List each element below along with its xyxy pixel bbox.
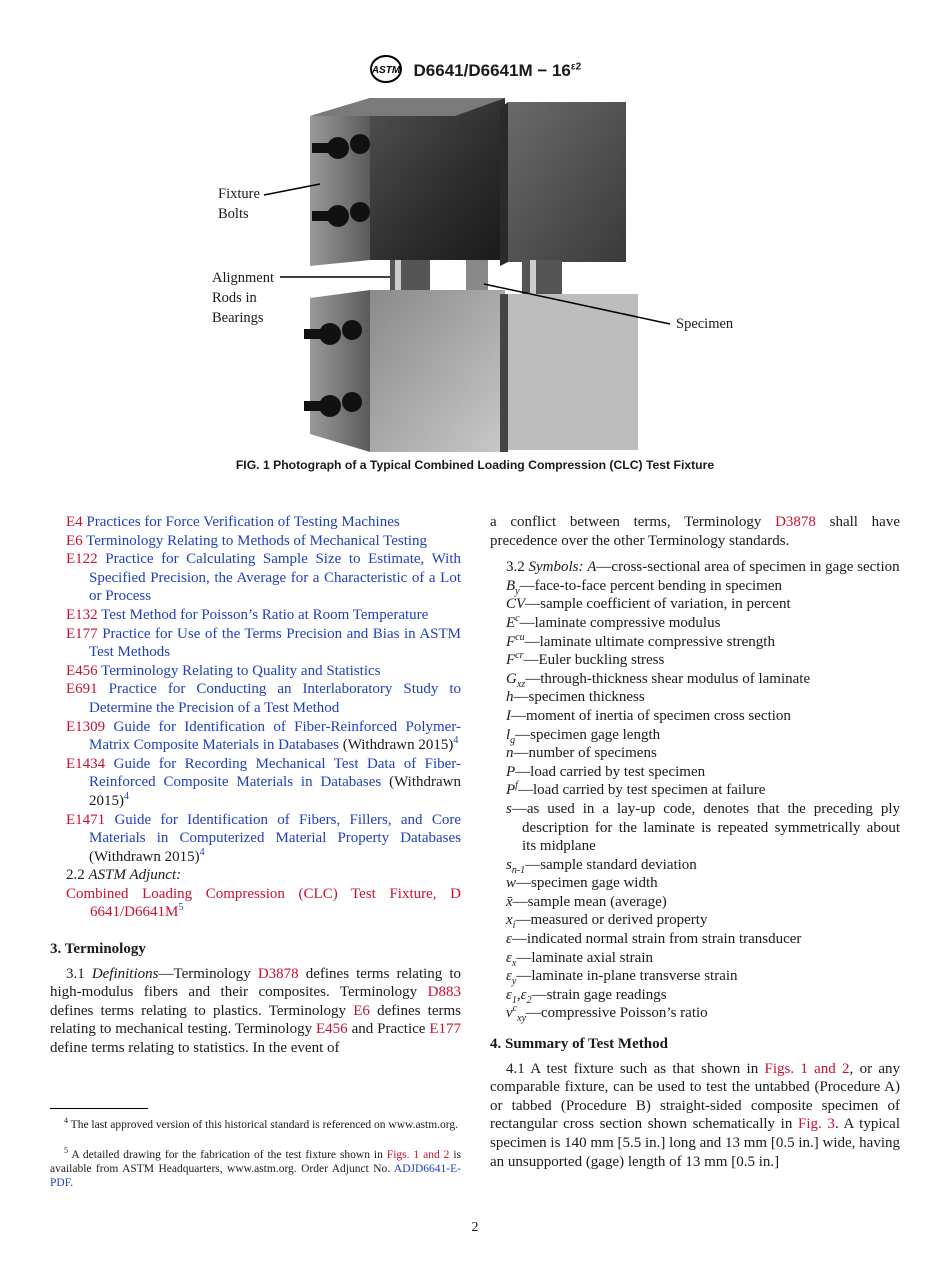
- symbol-definition: —specimen gage width: [516, 875, 658, 892]
- label-line: Bolts: [218, 206, 249, 222]
- symbol-definition: —specimen gage length: [515, 726, 661, 743]
- symbol-item: [506, 911, 900, 930]
- symbol-item: [506, 856, 900, 875]
- reference-title[interactable]: Practice for Use of the Terms Precision and Bias in ASTM Test Methods: [89, 625, 462, 661]
- edition-superscript: ε2: [570, 61, 582, 73]
- symbol-definition: —number of specimens: [513, 745, 657, 762]
- symbol-subscript: g: [510, 734, 516, 746]
- reference-code[interactable]: E1471: [66, 811, 106, 828]
- symbol: ε: [520, 986, 527, 1003]
- symbol: s: [506, 856, 512, 873]
- footnote-text: .: [70, 1177, 74, 1190]
- symbol-item: [506, 633, 900, 652]
- section-heading-terminology: 3. Terminology: [50, 941, 146, 958]
- symbol: P: [506, 782, 516, 799]
- symbol-definition: —specimen thickness: [513, 689, 645, 706]
- symbol: l: [506, 726, 511, 743]
- text: —Terminology: [158, 965, 258, 982]
- figure-1: [200, 88, 760, 456]
- text: defines terms relating to plastics. Terminology: [50, 1002, 354, 1019]
- symbol-item: [506, 726, 900, 745]
- definitions-label: Definitions: [91, 965, 159, 982]
- text: a conflict between terms, Terminology: [490, 514, 776, 530]
- symbol-item: [506, 930, 900, 949]
- footnote-ref: 4: [453, 735, 459, 747]
- reference-title[interactable]: Practice for Calculating Sample Size to Estimate, With Specified Precision, the Average for a Characteristic of a Lot or Process: [89, 551, 461, 605]
- left-column: [50, 513, 462, 1058]
- symbol-definition: —as used in a lay-up code, denotes that the preceding ply description for the laminate is repeated symmetrically about its midplane: [511, 800, 900, 855]
- reference-item[interactable]: [66, 513, 461, 532]
- reference-item[interactable]: [66, 625, 461, 662]
- reference-code[interactable]: E122: [66, 551, 98, 568]
- link-e456[interactable]: E456: [316, 1021, 348, 1038]
- reference-title[interactable]: Guide for Identification of Fibers, Fillers, and Core Materials in Computerized Material Property Databases: [89, 811, 461, 847]
- symbol: P: [506, 763, 516, 780]
- reference-item[interactable]: [66, 532, 461, 551]
- reference-item[interactable]: [66, 550, 461, 606]
- symbol-subscript: 1: [511, 994, 517, 1006]
- symbol-definition: —load carried by test specimen: [515, 763, 706, 780]
- label-line: Alignment: [212, 270, 275, 286]
- symbol-definition: —measured or derived property: [515, 912, 708, 929]
- symbol: x̄: [506, 893, 513, 910]
- footnote-ref: 4: [124, 790, 129, 802]
- reference-note: (Withdrawn 2015): [338, 737, 454, 754]
- reference-item[interactable]: [66, 755, 461, 811]
- adjunct-title: Combined Loading Compression (CLC) Test Fixture,: [66, 885, 451, 902]
- symbol-definition: —through-thickness shear modulus of laminate: [525, 670, 811, 687]
- reference-title[interactable]: Practice for Conducting an Interlaboratory Study to Determine the Precision of a Test Method: [89, 681, 461, 716]
- symbol: A: [587, 559, 597, 576]
- section-number: 4.1: [506, 1060, 525, 1077]
- symbols-label: Symbols:: [528, 559, 584, 576]
- terminology-continuation: [490, 513, 900, 550]
- document-header: [0, 54, 950, 89]
- symbol-definition: —laminate axial strain: [516, 949, 653, 966]
- footnote-ref: 4: [199, 846, 205, 858]
- symbol-subscript: x: [511, 957, 517, 969]
- symbol: B: [506, 577, 516, 594]
- referenced-documents: [66, 513, 461, 866]
- page-number: 2: [471, 1220, 479, 1235]
- section-number: 3.1: [66, 965, 85, 982]
- reference-item[interactable]: [66, 718, 461, 755]
- label-specimen: Specimen: [676, 316, 734, 332]
- footnote-ref: 5: [178, 902, 184, 914]
- reference-code[interactable]: E4: [66, 514, 83, 530]
- reference-item[interactable]: [66, 811, 461, 867]
- symbol: ε: [506, 986, 512, 1003]
- symbol: I: [506, 707, 511, 724]
- symbol: ε: [506, 968, 512, 985]
- reference-title[interactable]: Practices for Force Verification of Testing Machines: [86, 514, 400, 530]
- symbol-item: [506, 949, 900, 968]
- section-heading-summary: 4. Summary of Test Method: [490, 1036, 668, 1053]
- link-d883[interactable]: D883: [427, 984, 461, 1001]
- symbols-intro: [490, 558, 900, 577]
- symbol-definition: —laminate compressive modulus: [519, 614, 721, 631]
- reference-note: (Withdrawn 2015): [89, 774, 461, 809]
- link-d3878[interactable]: D3878: [257, 965, 299, 982]
- adjunct-code: D 6641/D6641M: [90, 885, 461, 921]
- reference-title[interactable]: Guide for Recording Mechanical Test Data of Fiber-Reinforced Composite Materials in Databases: [89, 755, 461, 791]
- symbol: CV: [506, 596, 526, 613]
- symbol-definition: —compressive Poisson’s ratio: [526, 1005, 708, 1022]
- symbol: ε: [506, 931, 512, 948]
- designation: D6641/D6641M − 16: [413, 60, 571, 80]
- symbol: x: [506, 912, 513, 929]
- terminology-definitions: [50, 965, 461, 1058]
- symbol-definition: —indicated normal strain from strain transducer: [511, 931, 802, 948]
- label-alignment-rods: [212, 268, 274, 328]
- symbol: ν: [506, 1005, 513, 1022]
- reference-code[interactable]: E456: [66, 662, 98, 679]
- reference-title[interactable]: Terminology Relating to Methods of Mechanical Testing: [86, 532, 428, 549]
- reference-item[interactable]: [66, 662, 461, 681]
- symbol-subscript: n-1: [511, 864, 526, 876]
- label-fixture-bolts: [218, 184, 260, 224]
- link-figs-1-2[interactable]: Figs. 1 and 2: [386, 1149, 450, 1161]
- symbol-superscript: cr: [515, 650, 524, 662]
- text: defines terms relating to high-modulus fibers and their composites. Terminology: [50, 965, 461, 1001]
- symbol-subscript: y: [511, 976, 517, 988]
- adjunct-heading: [66, 866, 461, 885]
- symbol-definition: —cross-sectional area of specimen in gage section: [596, 559, 900, 576]
- symbol-definition: —strain gage readings: [531, 986, 667, 1003]
- reference-title[interactable]: Test Method for Poisson’s Ratio at Room Temperature: [101, 606, 429, 623]
- symbol-item: [506, 614, 900, 633]
- link-adjunct[interactable]: ADJD6641-E-PDF: [50, 1163, 461, 1190]
- symbol: E: [506, 614, 516, 631]
- astm-logo-icon: [369, 54, 403, 89]
- symbol: G: [506, 670, 517, 687]
- symbol-item: [506, 800, 900, 856]
- adjunct-label: ASTM Adjunct:: [88, 867, 182, 884]
- symbol-subscript: y: [515, 585, 520, 597]
- text: and Practice: [347, 1021, 430, 1038]
- label-line: Fixture: [218, 186, 260, 202]
- footnote-number: 5: [64, 1146, 68, 1156]
- link-figs-1-2[interactable]: Figs. 1 and 2: [764, 1060, 850, 1077]
- reference-code[interactable]: E6: [66, 532, 83, 549]
- symbol-definition: —moment of inertia of specimen cross section: [511, 707, 791, 724]
- reference-code[interactable]: E691: [66, 681, 98, 698]
- symbol-subscript: i: [512, 920, 516, 932]
- symbol: ε: [506, 949, 512, 966]
- symbol-item: [506, 967, 900, 986]
- symbol-superscript: cu: [515, 631, 525, 643]
- symbol-definition: —sample standard deviation: [525, 856, 697, 873]
- symbol-item: [506, 688, 900, 707]
- symbol-superscript: c: [512, 1003, 518, 1015]
- symbol-subscript: xz: [516, 678, 526, 690]
- adjunct-reference[interactable]: [66, 885, 461, 922]
- text: A test fixture such as that shown in: [524, 1060, 765, 1077]
- link-e6[interactable]: E6: [353, 1002, 370, 1019]
- symbol-item: [506, 577, 900, 596]
- link-fig-3[interactable]: Fig. 3: [798, 1116, 835, 1133]
- symbol: F: [506, 633, 516, 650]
- reference-note: (Withdrawn 2015): [89, 848, 200, 865]
- symbol-item: [506, 595, 900, 614]
- symbols-list: [506, 577, 900, 1023]
- text: , or any comparable fixture, can be used to test the untabbed (Procedure A) or tabbed (Procedure B) straight-sided composite specimen of rectangular cross section shown schematically in: [490, 1060, 900, 1133]
- right-column: [490, 513, 900, 1171]
- symbol-item: [506, 707, 900, 726]
- symbol-definition: —sample coefficient of variation, in percent: [525, 596, 791, 613]
- symbol-item: $\varepsilon_1,\varepsilon_2—strain$ gage readings: [506, 986, 667, 1006]
- symbol-definition: —face-to-face percent bending in specimen: [519, 577, 782, 594]
- reference-code[interactable]: E1434: [66, 755, 106, 772]
- symbol-definition: —laminate ultimate compressive strength: [524, 633, 775, 650]
- summary-paragraph: [490, 1060, 900, 1172]
- footnote-text: is available from ASTM Headquarters, www.astm.org. Order Adjunct No.: [50, 1149, 462, 1176]
- symbol-definition: —Euler buckling stress: [523, 652, 665, 669]
- link-d3878[interactable]: D3878: [775, 514, 816, 530]
- footnote-text: A detailed drawing for the fabrication of the test fixture shown in: [71, 1149, 387, 1161]
- svg-text:ASTM: ASTM: [371, 65, 400, 76]
- symbol-item: [506, 763, 900, 782]
- symbol-definition: —laminate in-plane transverse strain: [516, 968, 738, 985]
- figure-caption: FIG. 1 Photograph of a Typical Combined Loading Compression (CLC) Test Fixture: [235, 458, 715, 472]
- symbol: n: [506, 745, 514, 762]
- fixture-photograph: [200, 88, 760, 456]
- section-number: 3.2: [506, 559, 525, 576]
- reference-title[interactable]: Guide for Identification of Fiber-Reinforced Polymer-Matrix Composite Materials in Databases: [89, 718, 461, 754]
- footnote-text: The last approved version of this historical standard is referenced on www.astm.org.: [70, 1119, 459, 1131]
- symbol-item: [506, 744, 900, 763]
- reference-item[interactable]: [66, 680, 461, 717]
- reference-item[interactable]: [66, 606, 461, 625]
- reference-code[interactable]: E132: [66, 606, 98, 623]
- symbol-superscript: c: [515, 612, 520, 624]
- reference-title[interactable]: Terminology Relating to Quality and Statistics: [101, 662, 381, 679]
- symbol-definition: —sample mean (average): [512, 893, 667, 910]
- footnote-number: 4: [64, 1116, 68, 1126]
- footnote-5: [50, 1148, 461, 1191]
- section-number: 2.2: [66, 867, 85, 884]
- symbol-item: [506, 781, 900, 800]
- footnote-4: [50, 1118, 461, 1132]
- text: define terms relating to statistics. In the event of: [50, 1040, 340, 1057]
- symbol-item: [506, 893, 900, 912]
- reference-code[interactable]: E1309: [66, 718, 106, 735]
- symbol: F: [506, 652, 516, 669]
- link-e177[interactable]: E177: [429, 1021, 461, 1038]
- text: . A typical specimen is 140 mm [5.5 in.] long and 13 mm [0.5 in.] wide, having an unsupported (gage) length of 13 mm [0.5 in.]: [490, 1116, 900, 1170]
- symbol: s: [506, 800, 512, 817]
- symbol-subscript: 2: [526, 994, 532, 1006]
- symbol-item: [506, 1004, 900, 1023]
- symbol-superscript: f: [515, 780, 518, 792]
- label-line: Bearings: [212, 310, 264, 326]
- symbol: w: [506, 875, 517, 892]
- symbol-item: [506, 874, 900, 893]
- symbol-definition: —load carried by test specimen at failure: [517, 782, 766, 799]
- reference-code[interactable]: E177: [66, 625, 98, 642]
- label-line: Rods in: [212, 290, 257, 306]
- symbol-item: [506, 670, 900, 689]
- text: shall have precedence over the other Terminology standards.: [490, 514, 900, 549]
- symbol-item: [506, 651, 900, 670]
- footnote-rule: [50, 1108, 148, 1109]
- symbol: h: [506, 689, 514, 706]
- symbol-subscript: xy: [517, 1013, 527, 1025]
- text: defines terms relating to mechanical testing. Terminology: [50, 1002, 461, 1038]
